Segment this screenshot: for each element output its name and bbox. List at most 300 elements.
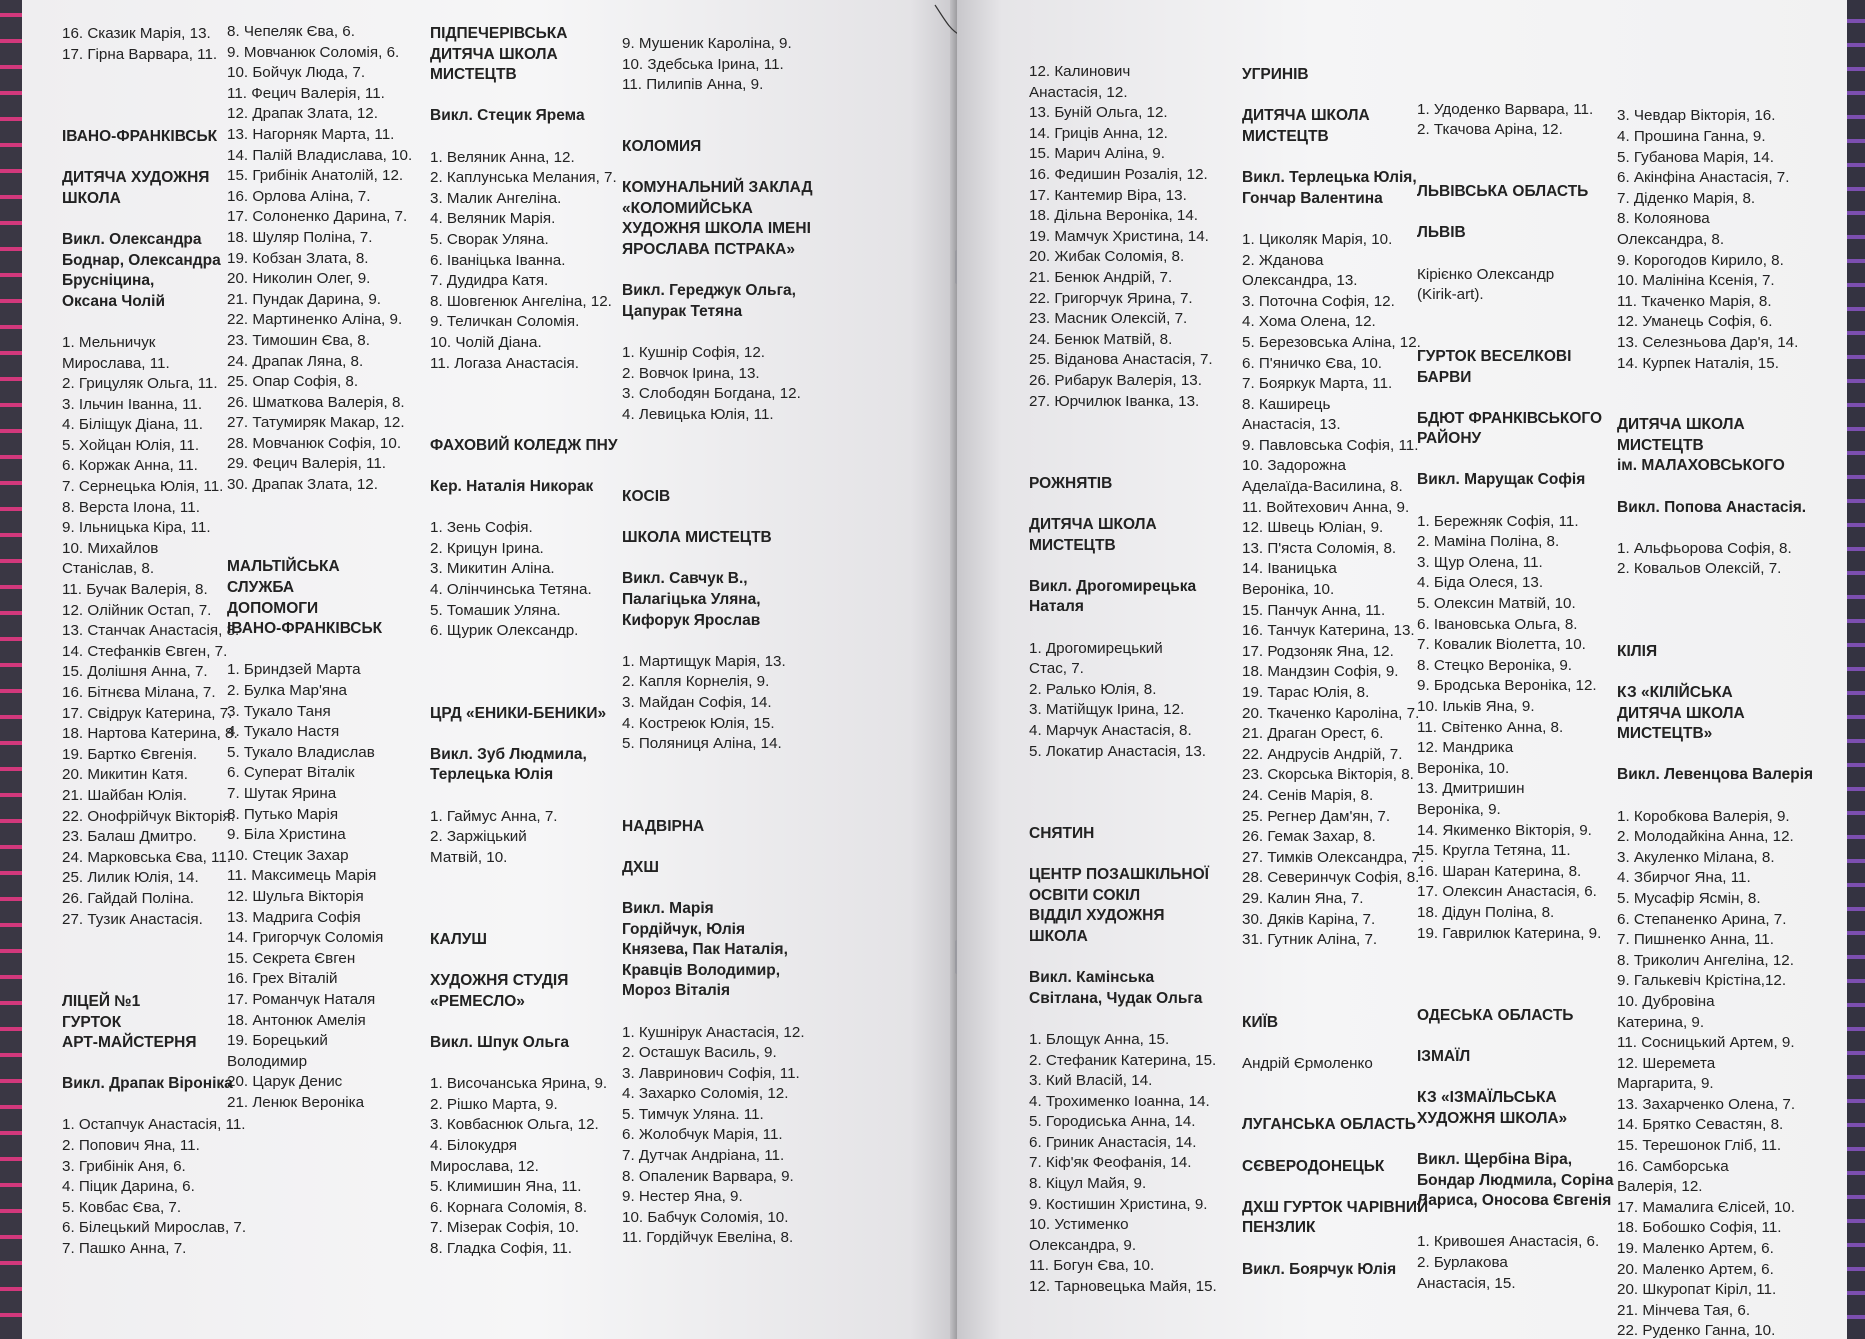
spacer xyxy=(622,96,837,117)
section-heading: ІЗМАЇЛ xyxy=(1417,1048,1471,1066)
section-heading: КОЛОМИЯ xyxy=(622,137,702,155)
spacer xyxy=(1417,38,1632,59)
list-item: 8. Стецко Вероніка, 9. xyxy=(1417,656,1573,674)
section-heading: Викл. Боярчук Юлія xyxy=(1242,1260,1397,1278)
list-item: 24. Драпак Ляна, 8. xyxy=(227,352,364,370)
section-heading: Наталя xyxy=(1029,598,1084,616)
list-item: 5. Березовська Аліна, 12. xyxy=(1242,333,1421,351)
list-item: 21. Драган Орест, 6. xyxy=(1242,725,1384,743)
section-heading: ОСВІТИ СОКІЛ xyxy=(1029,886,1141,904)
section-heading: ПЕНЗЛИК xyxy=(1242,1219,1316,1237)
list-item: 13. Дмитришин xyxy=(1417,780,1525,798)
list-item: 1. Блощук Анна, 15. xyxy=(1029,1030,1170,1048)
list-item: 20. Маленко Артем, 6. xyxy=(1617,1260,1774,1278)
list-item: 9. Ільницька Кіра, 11. xyxy=(62,519,211,537)
list-item: 4. Піцик Дарина, 6. xyxy=(62,1178,195,1196)
list-item: 21. Пундак Дарина, 9. xyxy=(227,290,382,308)
list-item: 2. Ковальов Олексій, 7. xyxy=(1617,560,1782,578)
list-item: 2. Попович Яна, 11. xyxy=(62,1137,200,1155)
list-item: 10. Михайлов xyxy=(62,539,159,557)
list-item: 10. Ільків Яна, 9. xyxy=(1417,698,1535,715)
list-item: Анастасія, 12. xyxy=(1029,83,1128,101)
section-heading: Оксана Чолій xyxy=(62,292,165,310)
list-item: 10. Стецик Захар xyxy=(227,846,349,864)
list-item: 4. Біда Олеся, 13. xyxy=(1417,574,1544,592)
list-item: 28. Мовчанюк Софія, 10. xyxy=(227,434,402,452)
list-item: 1. Бриндзей Марта xyxy=(227,661,361,679)
spacer xyxy=(1417,306,1632,327)
list-item: 12. Швець Юліан, 9. xyxy=(1242,519,1384,537)
section-heading: КІЛІЯ xyxy=(1617,642,1658,660)
section-heading: ЛУГАНСЬКА ОБЛАСТЬ xyxy=(1242,1116,1416,1134)
list-item: 6. Іваніцька Іванна. xyxy=(430,251,566,269)
list-item: 12. Шульга Вікторія xyxy=(227,887,364,905)
spacer xyxy=(430,683,645,704)
list-item: 11. Бучак Валерія, 8. xyxy=(62,581,208,599)
list-item: 2. Молодайкіна Анна, 12. xyxy=(1617,828,1794,846)
spacer xyxy=(1417,1212,1632,1233)
section-heading: ДИТЯЧА ШКОЛА xyxy=(430,45,558,63)
list-item: 2. Бурлакова xyxy=(1417,1254,1508,1272)
list-item: 22. Григорчук Ярина, 7. xyxy=(1029,289,1193,307)
section-heading: РОЖНЯТІВ xyxy=(1029,474,1113,492)
spacer xyxy=(1417,1027,1632,1048)
list-item: 5. Мусафір Ясмін, 8. xyxy=(1617,889,1761,907)
list-item: 11. Фецич Валерія, 11. xyxy=(227,84,385,102)
section-heading: «КОЛОМИЙСЬКА xyxy=(622,199,753,217)
list-item: 4. Костреюк Юлія, 15. xyxy=(622,714,775,732)
spacer xyxy=(1617,86,1832,107)
spacer xyxy=(430,127,645,148)
section-heading: ХУДОЖНЯ СТУДІЯ xyxy=(430,972,569,990)
spacer xyxy=(622,116,837,137)
spacer xyxy=(1417,244,1632,265)
list-item: Вероніка, 10. xyxy=(1417,759,1510,777)
section-heading: МИСТЕЦТВ xyxy=(1029,536,1116,554)
list-item: 1. Удоденко Варвара, 11. xyxy=(1417,100,1594,118)
spacer xyxy=(1417,944,1632,965)
list-item: 15. Кругла Тетяна, 11. xyxy=(1417,842,1571,860)
section-heading: Викл. Драпак Віроніка xyxy=(62,1075,233,1093)
list-item: 7. Кіф'як Феофанія, 14. xyxy=(1029,1154,1192,1172)
spacer xyxy=(430,456,645,477)
spacer xyxy=(622,322,837,343)
list-item: 11. Сосницький Артем, 9. xyxy=(1617,1034,1795,1052)
list-item: Стас, 7. xyxy=(1029,660,1084,678)
section-heading: БДЮТ ФРАНКІВСЬКОГО xyxy=(1417,409,1603,427)
spacer xyxy=(430,415,645,436)
spacer xyxy=(1029,762,1244,783)
list-item: 7. Мізерак Софія, 10. xyxy=(430,1219,579,1237)
list-item: 14. Гриців Анна, 12. xyxy=(1029,124,1168,142)
list-item: 13. Мадрига Софія xyxy=(227,908,361,926)
list-item: 5. Поляниця Аліна, 14. xyxy=(622,735,782,753)
list-item: 6. Корнага Соломія, 8. xyxy=(430,1198,588,1216)
spacer xyxy=(1029,618,1244,639)
spacer xyxy=(430,786,645,807)
list-item: 20. Царук Денис xyxy=(227,1073,343,1091)
list-item: 29. Калин Яна, 7. xyxy=(1242,889,1364,907)
list-item: 1. Зень Софія. xyxy=(430,519,533,537)
spacer xyxy=(1417,141,1632,162)
list-item: 3. Лавринович Софія, 11. xyxy=(622,1064,800,1082)
list-item: 4. Захарко Соломія, 12. xyxy=(622,1085,789,1103)
list-item: 9. Павловська Софія, 11. xyxy=(1242,436,1419,454)
list-item: Анастасія, 13. xyxy=(1242,416,1341,434)
spacer xyxy=(1417,203,1632,224)
list-item: 13. Захарченко Олена, 7. xyxy=(1617,1095,1796,1113)
spacer xyxy=(1029,948,1244,969)
list-item: 14. Курпек Наталія, 15. xyxy=(1617,354,1779,372)
list-item: 8. Триколич Ангеліна, 12. xyxy=(1617,951,1794,969)
list-item: 11. Богун Єва, 10. xyxy=(1029,1257,1155,1275)
list-item: 1. Коробкова Валерія, 9. xyxy=(1617,807,1790,825)
list-item: 3. Майдан Софія, 14. xyxy=(622,694,772,711)
list-item: 24. Сенів Марія, 8. xyxy=(1242,786,1374,804)
section-heading: Брусніцина, xyxy=(62,272,155,290)
list-item: 26. Шматкова Валерія, 8. xyxy=(227,393,405,411)
list-item: 17. Гірна Варвара, 11. xyxy=(62,45,218,63)
list-item: 5. Хойцан Юлія, 11. xyxy=(62,436,200,454)
list-item: 10. Малініна Ксенія, 7. xyxy=(1617,272,1775,290)
column-left-3 xyxy=(430,24,645,1260)
list-item: 7. Ковалик Віолетта, 10. xyxy=(1417,636,1586,654)
section-heading: Викл. Терлецька Юлія, xyxy=(1242,169,1417,187)
list-item: 30. Драпак Злата, 12. xyxy=(227,476,378,494)
spacer xyxy=(622,837,837,858)
list-item: 20. Жибак Соломія, 8. xyxy=(1029,248,1185,266)
list-item: 2. Заржіцький xyxy=(430,828,527,846)
list-item: Володимир xyxy=(227,1052,308,1070)
spacer xyxy=(1029,494,1244,515)
list-item: 11. Світенко Анна, 8. xyxy=(1417,718,1564,736)
list-item: 22. Андрусів Андрій, 7. xyxy=(1242,745,1403,763)
list-item: 10. Бойчук Люда, 7. xyxy=(227,64,366,82)
section-heading: ФАХОВИЙ КОЛЕДЖ ПНУ xyxy=(430,436,618,454)
list-item: 12. Шеремета xyxy=(1617,1054,1716,1072)
section-heading: Кер. Наталія Никорак xyxy=(430,478,594,496)
list-item: 3. Поточна Софія, 12. xyxy=(1242,292,1395,310)
section-heading: Викл. Марія xyxy=(622,899,714,917)
section-heading: ШКОЛА МИСТЕЦТВ xyxy=(622,529,772,547)
section-heading: ДИТЯЧА ШКОЛА xyxy=(1029,516,1157,534)
spacer xyxy=(1029,783,1244,804)
section-heading: БАРВИ xyxy=(1417,368,1472,386)
list-item: 4. Олінчинська Тетяна. xyxy=(430,581,592,599)
spacer xyxy=(1617,621,1832,642)
list-item: 10. Чолій Діана. xyxy=(430,333,542,351)
list-item: 10. Здебська Ірина, 11. xyxy=(622,55,784,73)
list-item: 13. Селезньова Дар'я, 14. xyxy=(1617,333,1799,351)
section-heading: ШКОЛА xyxy=(1029,927,1088,945)
list-item: 7. Дутчак Андріана, 11. xyxy=(622,1147,785,1165)
column-left-2 xyxy=(227,22,442,1113)
list-item: 1. Кушнір Софія, 12. xyxy=(622,343,765,361)
list-item: 8. Верста Ілона, 11. xyxy=(62,498,200,516)
section-heading: Викл. Олександра xyxy=(62,230,202,248)
list-item: 7. Бояркук Марта, 11. xyxy=(1242,375,1393,393)
list-item: 18. Бобошко Софія, 11. xyxy=(1617,1219,1782,1237)
section-heading: ІВАНО-ФРАНКІВСЬК xyxy=(62,127,218,145)
list-item: 10. Дубровіна xyxy=(1617,992,1715,1010)
list-item: 11. Ткаченко Марія, 8. xyxy=(1617,292,1772,310)
list-item: 23. Масник Олексій, 7. xyxy=(1029,310,1188,328)
spacer xyxy=(1617,395,1832,416)
section-heading: КЗ «КІЛІЙСЬКА xyxy=(1617,684,1733,701)
list-item: 5. Губанова Марія, 14. xyxy=(1617,148,1774,166)
list-item: 17. Кантемир Віра, 13. xyxy=(1029,186,1187,204)
list-item: 20. Шкуропат Кіріл, 11. xyxy=(1617,1281,1777,1299)
section-heading: Викл. Марущак Софія xyxy=(1417,471,1586,489)
list-item: 16. Орлова Аліна, 7. xyxy=(227,187,371,205)
spacer xyxy=(430,951,645,972)
spacer xyxy=(1417,326,1632,347)
list-item: 17. Свідрук Катерина, 7. xyxy=(62,704,233,722)
list-item: 9. Бродська Вероніка, 12. xyxy=(1417,677,1597,695)
list-item: 9. Корогодов Кирило, 8. xyxy=(1617,251,1784,269)
list-item: 2. Капля Корнелія, 9. xyxy=(622,673,770,691)
list-item: 6. Коржак Анна, 11. xyxy=(62,457,198,475)
list-item: 1. Остапчук Анастасія, 11. xyxy=(62,1116,246,1134)
list-item: Кірієнко Олександр xyxy=(1417,265,1555,283)
list-item: 26. Гемак Захар, 8. xyxy=(1242,828,1376,846)
list-item: 14. Палій Владислава, 10. xyxy=(227,146,413,164)
list-item: 1. Кушнірук Анастасія, 12. xyxy=(622,1023,805,1041)
section-heading: МИСТЕЦТВ xyxy=(430,66,517,84)
list-item: Анастасія, 15. xyxy=(1417,1274,1516,1292)
list-item: 8. Гладка Софія, 11. xyxy=(430,1240,573,1258)
list-item: 25. Опар Софія, 8. xyxy=(227,373,359,391)
book-binding xyxy=(0,0,22,1339)
list-item: 2. Стефаник Катерина, 15. xyxy=(1029,1051,1217,1069)
section-heading: Бондар Людмила, Соріна xyxy=(1417,1171,1614,1189)
list-item: 12. Тарновецька Майя, 15. xyxy=(1029,1278,1217,1296)
section-heading: ВІДДІЛ ХУДОЖНЯ xyxy=(1029,907,1165,925)
list-item: 19. Тарас Юлія, 8. xyxy=(1242,684,1370,701)
list-item: 14. Іваницька xyxy=(1242,560,1337,578)
list-item: Андрій Єрмоленко xyxy=(1242,1054,1373,1072)
list-item: 8. Каширець xyxy=(1242,395,1331,413)
section-heading: Викл. Зуб Людмила, xyxy=(430,745,587,763)
list-item: 5. Томашик Уляна. xyxy=(430,601,561,619)
list-item: 6. Щурик Олександр. xyxy=(430,622,579,640)
spacer xyxy=(430,395,645,416)
list-item: 24. Марковська Єва, 11. xyxy=(62,848,232,866)
list-item: 5. Городиська Анна, 14. xyxy=(1029,1113,1196,1131)
spacer xyxy=(1617,24,1832,45)
list-item: 22. Руденко Ганна, 10. xyxy=(1617,1322,1776,1339)
list-item: 6. Івановська Ольга, 8. xyxy=(1417,615,1578,633)
list-item: 16. Танчук Катерина, 13. xyxy=(1242,622,1415,640)
list-item: 5. Сворак Уляна. xyxy=(430,230,549,248)
spacer xyxy=(430,498,645,519)
section-heading: Кравців Володимир, xyxy=(622,961,781,979)
section-heading: Викл. Дрогомирецька xyxy=(1029,577,1197,595)
list-item: 23. Балаш Дмитро. xyxy=(62,828,197,846)
list-item: 4. Марчук Анастасія, 8. xyxy=(1029,722,1192,739)
list-item: 14. Якименко Вікторія, 9. xyxy=(1417,821,1592,839)
section-heading: ДИТЯЧА ШКОЛА xyxy=(1617,416,1745,434)
spacer xyxy=(430,910,645,931)
list-item: 20. Микитин Катя. xyxy=(62,766,189,784)
list-item: 19. Маленко Артем, 6. xyxy=(1617,1240,1774,1258)
list-item: 4. Прошина Ганна, 9. xyxy=(1617,127,1766,145)
list-item: 8. Кіцул Майя, 9. xyxy=(1029,1175,1147,1193)
list-item: Олександра, 8. xyxy=(1617,230,1725,248)
list-item: 18. Шуляр Поліна, 7. xyxy=(227,228,373,246)
section-heading: Викл. Шпук Ольга xyxy=(430,1034,570,1052)
section-heading: Світлана, Чудак Ольга xyxy=(1029,989,1203,1007)
spacer xyxy=(1617,786,1832,807)
section-heading: ДХШ xyxy=(622,858,659,876)
list-item: 2. Осташук Василь, 9. xyxy=(622,1044,777,1062)
spacer xyxy=(1617,374,1832,395)
list-item: 2. Каплунська Мелания, 7. xyxy=(430,169,617,187)
list-item: 4. Левицька Юлія, 11. xyxy=(622,405,774,423)
section-heading: ПІДПЕЧЕРІВСЬКА xyxy=(430,25,568,42)
list-item: 1. Альфьорова Софія, 8. xyxy=(1617,539,1792,557)
list-item: 7. Діденко Марія, 8. xyxy=(1617,189,1756,207)
list-item: 13. Буній Ольга, 12. xyxy=(1029,104,1168,122)
spacer xyxy=(430,86,645,107)
list-item: 16. Самборська xyxy=(1617,1157,1729,1175)
list-item: Катерина, 9. xyxy=(1617,1013,1705,1031)
list-item: 2. Маміна Поліна, 8. xyxy=(1417,533,1560,551)
section-heading: Викл. Савчук В., xyxy=(622,570,748,588)
spacer xyxy=(227,516,442,537)
spacer xyxy=(430,662,645,683)
list-item: 18. Мандзин Софія, 9. xyxy=(1242,663,1399,681)
list-item: 1. Кривошея Анастасія, 6. xyxy=(1417,1233,1600,1251)
spacer xyxy=(1029,803,1244,824)
list-item: 4. Біліщук Діана, 11. xyxy=(62,416,203,434)
section-heading: Гончар Валентина xyxy=(1242,189,1383,207)
list-item: 21. Шайбан Юлія. xyxy=(62,786,187,804)
section-heading: НАДВІРНА xyxy=(622,817,705,835)
list-item: 18. Дідун Поліна, 8. xyxy=(1417,903,1555,921)
list-item: 20. Ткаченко Кароліна, 7. xyxy=(1242,704,1420,722)
list-item: 12. Уманець Софія, 6. xyxy=(1617,313,1773,331)
list-item: 8. Колоянова xyxy=(1617,210,1710,228)
list-item: 5. Олексин Матвій, 10. xyxy=(1417,595,1576,613)
spacer xyxy=(622,425,837,446)
section-heading: Кифорук Ярослав xyxy=(622,611,761,629)
list-item: 22. Мартиненко Аліна, 9. xyxy=(227,311,403,329)
list-item: 2. Ткачова Аріна, 12. xyxy=(1417,121,1563,139)
list-item: 7. Пишненко Анна, 11. xyxy=(1617,931,1774,949)
list-item: 3. Акуленко Мілана, 8. xyxy=(1617,848,1775,866)
list-item: 14. Брятко Севастян, 8. xyxy=(1617,1116,1784,1134)
section-heading: Мороз Віталія xyxy=(622,982,731,1000)
section-heading: ім. МАЛАХОВСЬКОГО xyxy=(1617,457,1785,475)
list-item: 28. Северинчук Софія, 8. xyxy=(1242,869,1420,887)
spacer xyxy=(622,775,837,796)
list-item: 8. Путько Марія xyxy=(227,805,339,823)
list-item: 15. Марич Аліна, 9. xyxy=(1029,145,1165,163)
section-heading: «РЕМЕСЛО» xyxy=(430,992,525,1010)
spacer xyxy=(430,642,645,663)
spacer xyxy=(430,724,645,745)
list-item: 13. Станчак Анастасія, 8. xyxy=(62,622,240,640)
section-heading: Боднар, Олександра xyxy=(62,251,221,269)
list-item: 3. Чевдар Вікторія, 16. xyxy=(1617,107,1776,125)
spacer xyxy=(1029,556,1244,577)
list-item: 13. П'яста Соломія, 8. xyxy=(1242,539,1397,557)
list-item: 19. Мамчук Христина, 14. xyxy=(1029,227,1209,245)
list-item: Валерія, 12. xyxy=(1617,1178,1703,1196)
spacer xyxy=(1617,745,1832,766)
list-item: 11. Пилипів Анна, 9. xyxy=(622,76,764,94)
column-left-4 xyxy=(622,34,837,1249)
list-item: 3. Щур Олена, 11. xyxy=(1417,553,1543,571)
section-heading: ОДЕСЬКА ОБЛАСТЬ xyxy=(1417,1006,1574,1024)
list-item: 3. Малик Ангеліна. xyxy=(430,189,562,207)
spacer xyxy=(430,1013,645,1034)
section-heading: Викл. Стецик Ярема xyxy=(430,107,585,125)
spacer xyxy=(1617,662,1832,683)
section-heading: КЗ «ІЗМАЇЛЬСЬКА xyxy=(1417,1089,1557,1107)
list-item: 17. Солоненко Дарина, 7. xyxy=(227,208,408,226)
list-item: 12. Мандрика xyxy=(1417,739,1514,757)
spacer xyxy=(622,466,837,487)
list-item: 7. Пашко Анна, 7. xyxy=(62,1240,187,1258)
list-item: 25. Віданова Анастасія, 7. xyxy=(1029,351,1213,369)
spacer xyxy=(1029,845,1244,866)
list-item: 24. Бенюк Матвій, 8. xyxy=(1029,330,1173,348)
list-item: 15. Секрета Євген xyxy=(227,949,356,967)
spacer xyxy=(622,446,837,467)
spacer xyxy=(622,878,837,899)
spacer xyxy=(1417,985,1632,1006)
list-item: 11. Войтехович Анна, 9. xyxy=(1242,498,1410,516)
spacer xyxy=(1417,388,1632,409)
list-item: 2. Грицуляк Ольга, 11. xyxy=(62,375,218,393)
spacer xyxy=(622,508,837,529)
spacer xyxy=(622,1002,837,1023)
section-heading: МИСТЕЦТВ xyxy=(1242,127,1329,145)
section-heading: СНЯТИН xyxy=(1029,824,1095,842)
list-item: 14. Стефанків Євген, 7. xyxy=(62,642,228,660)
list-item: 6. Жолобчук Марія, 11. xyxy=(622,1126,783,1144)
spacer xyxy=(430,374,645,395)
list-item: 26. Рибарук Валерія, 13. xyxy=(1029,371,1202,389)
section-heading: МИСТЕЦТВ xyxy=(1617,436,1704,454)
section-heading: РАЙОНУ xyxy=(1417,430,1482,448)
section-heading: МИСТЕЦТВ» xyxy=(1617,725,1713,743)
spacer xyxy=(1417,59,1632,80)
list-item: 27. Татумиряк Макар, 12. xyxy=(227,414,405,432)
list-item: 6. Степаненко Арина, 7. xyxy=(1617,910,1787,928)
list-item: 3. Слободян Богдана, 12. xyxy=(622,385,801,403)
list-item: 11. Гордійчук Евеліна, 8. xyxy=(622,1229,794,1247)
section-heading: ДХШ ГУРТОК ЧАРІВНИЙ xyxy=(1242,1198,1429,1216)
right-page xyxy=(957,0,1847,1339)
list-item: 16. Сказик Марія, 13. xyxy=(62,25,211,42)
list-item: 6. Акінфіна Анастасія, 7. xyxy=(1617,169,1790,187)
section-heading: ДИТЯЧА ХУДОЖНЯ xyxy=(62,169,210,187)
spacer xyxy=(1029,453,1244,474)
list-item: 6. П'яничко Єва, 10. xyxy=(1242,354,1383,372)
spacer xyxy=(1029,433,1244,454)
list-item: Аделаїда-Василина, 8. xyxy=(1242,478,1403,496)
list-item: Матвій, 10. xyxy=(430,848,508,866)
section-heading: Гордійчук, Юлія xyxy=(622,920,746,938)
section-heading: ШКОЛА xyxy=(62,189,121,207)
section-heading: Терлецька Юлія xyxy=(430,766,554,784)
spacer xyxy=(1617,65,1832,86)
list-item: 2. Булка Мар'яна xyxy=(227,682,347,699)
spacer xyxy=(1617,601,1832,622)
